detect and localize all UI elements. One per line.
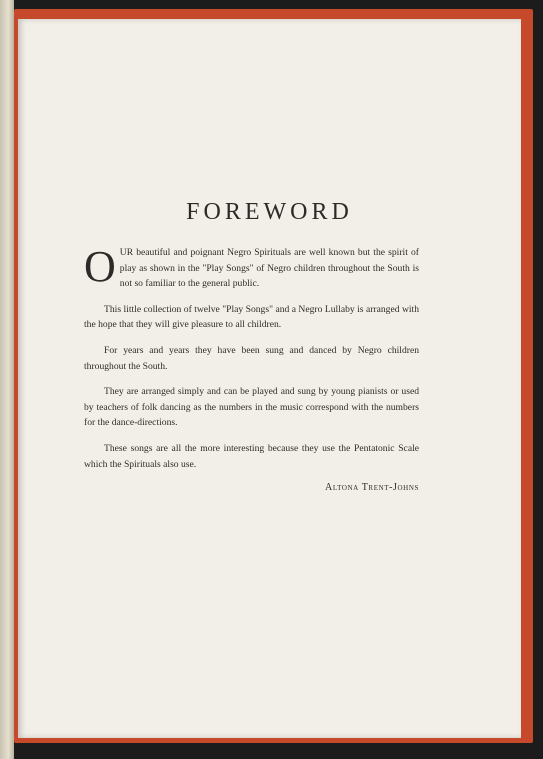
paragraph-1 (84, 242, 419, 292)
paragraph-5: These songs are all the more interesting because they use the Pentatonic Scale which the Spirituals also use. (84, 442, 419, 470)
paragraph-2: This little collection of twelve "Play Songs" and a Negro Lullaby is arranged with the hope that they will give pleasure to all children. (84, 303, 419, 331)
page-title: FOREWORD (186, 199, 353, 225)
book-page (18, 19, 521, 738)
paragraph-4: They are arranged simply and can be played and sung by young pianists or used by teachers of folk dancing as the numbers in the music correspond with the numbers for the dance-directions. (84, 386, 419, 429)
facing-page-edge (0, 0, 14, 759)
drop-cap: O (84, 242, 116, 291)
paragraph-3: For years and years they have been sung and danced by Negro children throughout the South. (84, 344, 419, 372)
paragraph-1-text: UR beautiful and poignant Negro Spirituals are well known but the spirit of play as shown in the "Play Songs" of Negro children throughout the South is not so familiar to the general public. (119, 247, 419, 290)
author-signature: Altona Trent-Johns (325, 482, 419, 494)
foreword-text (84, 242, 419, 496)
